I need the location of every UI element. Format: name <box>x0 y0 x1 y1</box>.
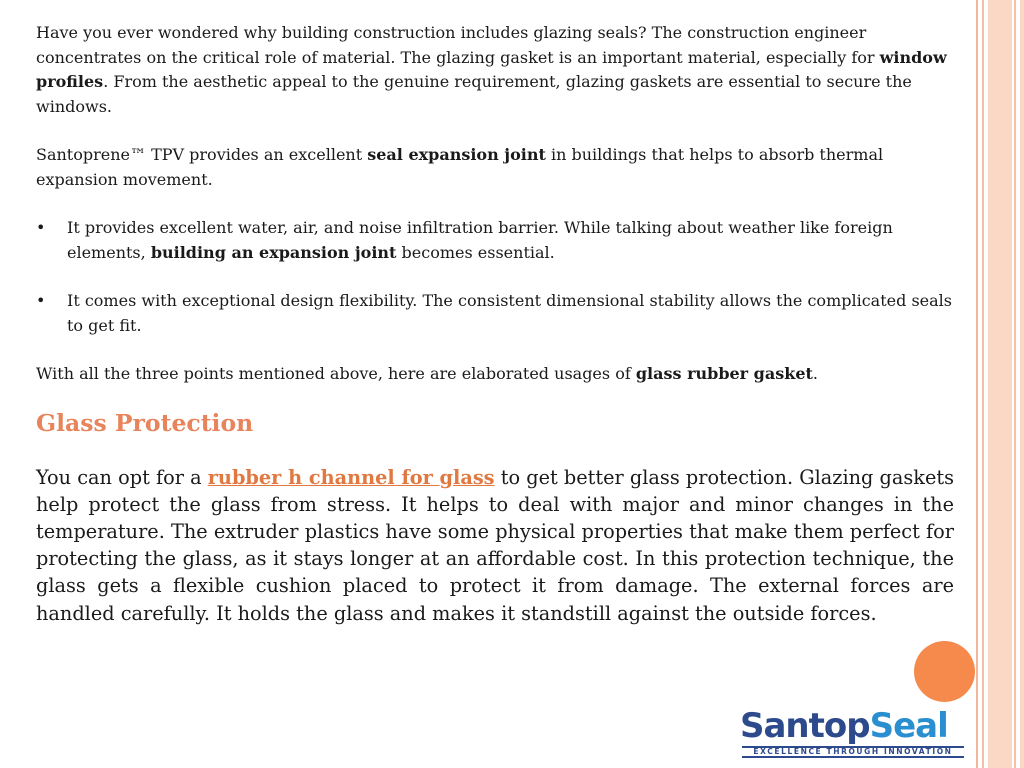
bullet-marker: • <box>36 218 46 237</box>
text-run: becomes essential. <box>396 242 555 262</box>
rubber-h-channel-link[interactable]: rubber h channel for glass <box>207 465 495 489</box>
glass-protection-paragraph <box>36 464 954 627</box>
text-run: in buildings that helps to absorb thermal expansion movement. <box>36 145 884 189</box>
text-run: to get better glass protection. Glazing gaskets help protect the glass from stress. It helps to deal with major and minor changes in the temperature. The extruder plastics have some physical properties that make them perfect for protecting the glass, as it stays longer at an affordable cost. In this protection technique, the glass gets a flexible cushion placed to protect it from damage. The external forces are handled carefully. It holds the glass and makes it standstill against the outside forces. <box>36 465 955 625</box>
closing-paragraph <box>36 362 954 387</box>
list-item <box>36 289 954 338</box>
bold-term: window profiles <box>36 47 947 91</box>
text-run: With all the three points mentioned above, here are elaborated usages of <box>36 364 636 383</box>
logo-part-santop: Santop <box>740 706 870 746</box>
bold-term: seal expansion joint <box>367 145 546 164</box>
bold-term: building an expansion joint <box>150 242 397 262</box>
stripe <box>988 0 1012 768</box>
bullet-list <box>36 216 954 338</box>
logo-part-seal: Seal <box>869 706 948 746</box>
logo-wordmark <box>740 706 966 746</box>
decorative-side-stripes <box>976 0 1024 768</box>
logo-tagline: EXCELLENCE THROUGH INNOVATION <box>742 746 964 758</box>
list-item <box>36 216 954 265</box>
text-run: It provides excellent water, air, and noise infiltration barrier. While talking about weather like foreign elements, <box>67 218 893 262</box>
santopseal-logo <box>740 706 966 758</box>
stripe <box>1014 0 1016 768</box>
decorative-circle <box>914 641 975 702</box>
text-run: Have you ever wondered why building construction includes glazing seals? The construction engineer concentrates on the critical role of material. The glazing gasket is an important material, especially for <box>36 23 880 67</box>
bold-term: glass rubber gasket <box>635 364 813 383</box>
section-heading: Glass Protection <box>36 408 254 437</box>
slide-content <box>36 21 954 627</box>
stripe <box>1020 0 1024 768</box>
intro-paragraph <box>36 21 954 119</box>
stripe <box>982 0 984 768</box>
text-run: It comes with exceptional design flexibility. The consistent dimensional stability allows the complicated seals to get fit. <box>67 291 952 335</box>
text-run: . <box>812 364 818 383</box>
text-run: . From the aesthetic appeal to the genuine requirement, glazing gaskets are essential to secure the windows. <box>36 72 912 116</box>
text-run: You can opt for a <box>36 465 208 489</box>
santoprene-paragraph <box>36 143 954 192</box>
stripe <box>976 0 978 768</box>
text-run: Santoprene™ TPV provides an excellent <box>36 145 368 164</box>
bullet-marker: • <box>36 291 46 310</box>
